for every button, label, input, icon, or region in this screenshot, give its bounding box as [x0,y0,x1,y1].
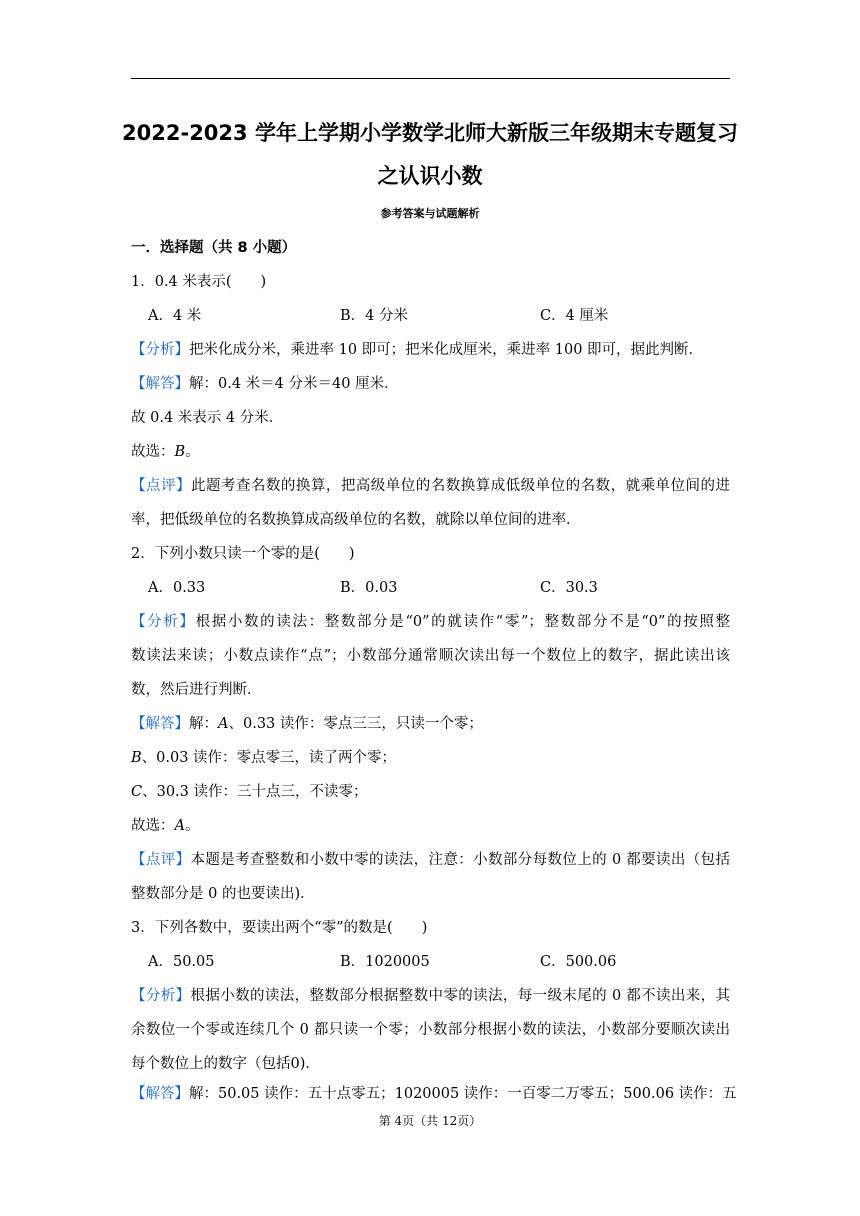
q2-answer-b-line [131,746,396,767]
analysis-tag: 【分析】 [131,342,189,358]
answer-tag: 【解答】 [131,1086,189,1102]
comment-tag: 【点评】 [131,852,191,868]
q2-option-c: C．30.3 [540,580,598,596]
q1-analysis [131,338,703,359]
q3-option-b: B．1020005 [340,954,430,970]
q2-analysis-line-1 [131,610,730,631]
q2-option-b: B．0.03 [340,580,398,596]
q2-analysis-line-2: 数读法来读；小数点读作“点”；小数部分通常顺次读出每一个数位上的数字，据此读出该 [131,648,730,664]
q1-comment-line-2: 率，把低级单位的名数换算成高级单位的名数，就除以单位间的进率． [131,512,581,528]
q2-answer-b: 、0.03 读作：零点零三，读了两个零； [141,750,397,766]
header-rule [131,78,730,79]
analysis-tag: 【分析】 [131,614,196,630]
choice-letter: A [174,818,185,834]
q2-comment-text: 本题是考查整数和小数中零的读法，注意：小数部分每数位上的 0 都要读出（包括 [190,852,730,868]
q2-answer-c: 、30.3 读作：三十点三，不读零； [142,784,368,800]
page-footer: 第 4页（共 12页） [378,1114,482,1128]
choice-letter: B [174,444,186,460]
q1-answer [131,372,399,393]
q1-option-c: C．4 厘米 [540,308,609,324]
q1-comment-text: 此题考查名数的换算，把高级单位的名数换算成低级单位的名数，就乘单位间的进 [190,478,731,494]
q1-comment-line-1 [131,474,730,495]
answer-letter-b: B [131,750,142,766]
document-title-line-2: 之认识小数 [377,164,483,188]
q3-option-c: C．500.06 [540,954,617,970]
answer-tag: 【解答】 [131,376,189,392]
document-title-line-1: 2022-2023 学年上学期小学数学北师大新版三年级期末专题复习 [122,121,738,145]
q2-answer [131,712,483,733]
q1-option-a: A．4 米 [148,308,202,324]
q3-answer-text: 解：50.05 读作：五十点零五；1020005 读作：一百零二万零五；500.06 读作：五 [189,1086,737,1102]
q2-stem: 2．下列小数只读一个零的是( ) [131,546,355,562]
q2-answer-a: 、0.33 读作：零点三三，只读一个零； [228,716,483,732]
analysis-tag: 【分析】 [131,988,191,1004]
comment-tag: 【点评】 [131,478,191,494]
q2-choice [131,814,199,835]
section-heading: 一．选择题（共 8 小题） [131,240,297,256]
choice-prefix: 故选： [131,444,175,460]
q3-analysis-line-1 [131,984,730,1005]
answer-letter-c: C [131,784,143,800]
q1-option-b: B．4 分米 [340,308,408,324]
q3-stem: 3．下列各数中，要读出两个“零”的数是( ) [131,920,428,936]
q2-comment-line-1 [131,848,730,869]
q1-choice [131,440,200,461]
q3-analysis-line-2: 余数位一个零或连续几个 0 都只读一个零；小数部分根据小数的读法，小数部分要顺次读出 [131,1022,730,1038]
q3-analysis-text: 根据小数的读法，整数部分根据整数中零的读法，每一级末尾的 0 都不读出来，其 [190,988,730,1004]
choice-suffix: 。 [184,818,200,834]
q3-answer-line-1 [131,1082,737,1103]
q2-answer-c-line [131,780,368,801]
choice-suffix: 。 [185,444,200,460]
answer-tag: 【解答】 [131,716,189,732]
q1-answer-line-2: 故 0.4 米表示 4 分米． [131,410,284,426]
choice-prefix: 故选： [131,818,175,834]
q2-comment-line-2: 整数部分是 0 的也要读出)． [131,886,315,902]
q3-analysis-line-3: 每个数位上的数字（包括0)． [131,1056,320,1072]
document-subtitle: 参考答案与试题解析 [380,207,480,220]
q2-analysis-line-3: 数，然后进行判断． [131,682,262,698]
answer-prefix: 解： [189,716,218,732]
q2-analysis-text: 根据小数的读法：整数部分是“0”的就读作“零”；整数部分不是“0”的按照整 [195,614,731,630]
q1-analysis-text: 把米化成分米，乘进率 10 即可；把米化成厘米，乘进率 100 即可，据此判断． [189,342,704,358]
q1-stem: 1．0.4 米表示( ) [131,274,267,290]
q2-option-a: A．0.33 [148,580,206,596]
q3-option-a: A．50.05 [148,954,215,970]
q1-answer-text: 解：0.4 米＝4 分米＝40 厘米． [189,376,399,392]
answer-letter-a: A [218,716,229,732]
